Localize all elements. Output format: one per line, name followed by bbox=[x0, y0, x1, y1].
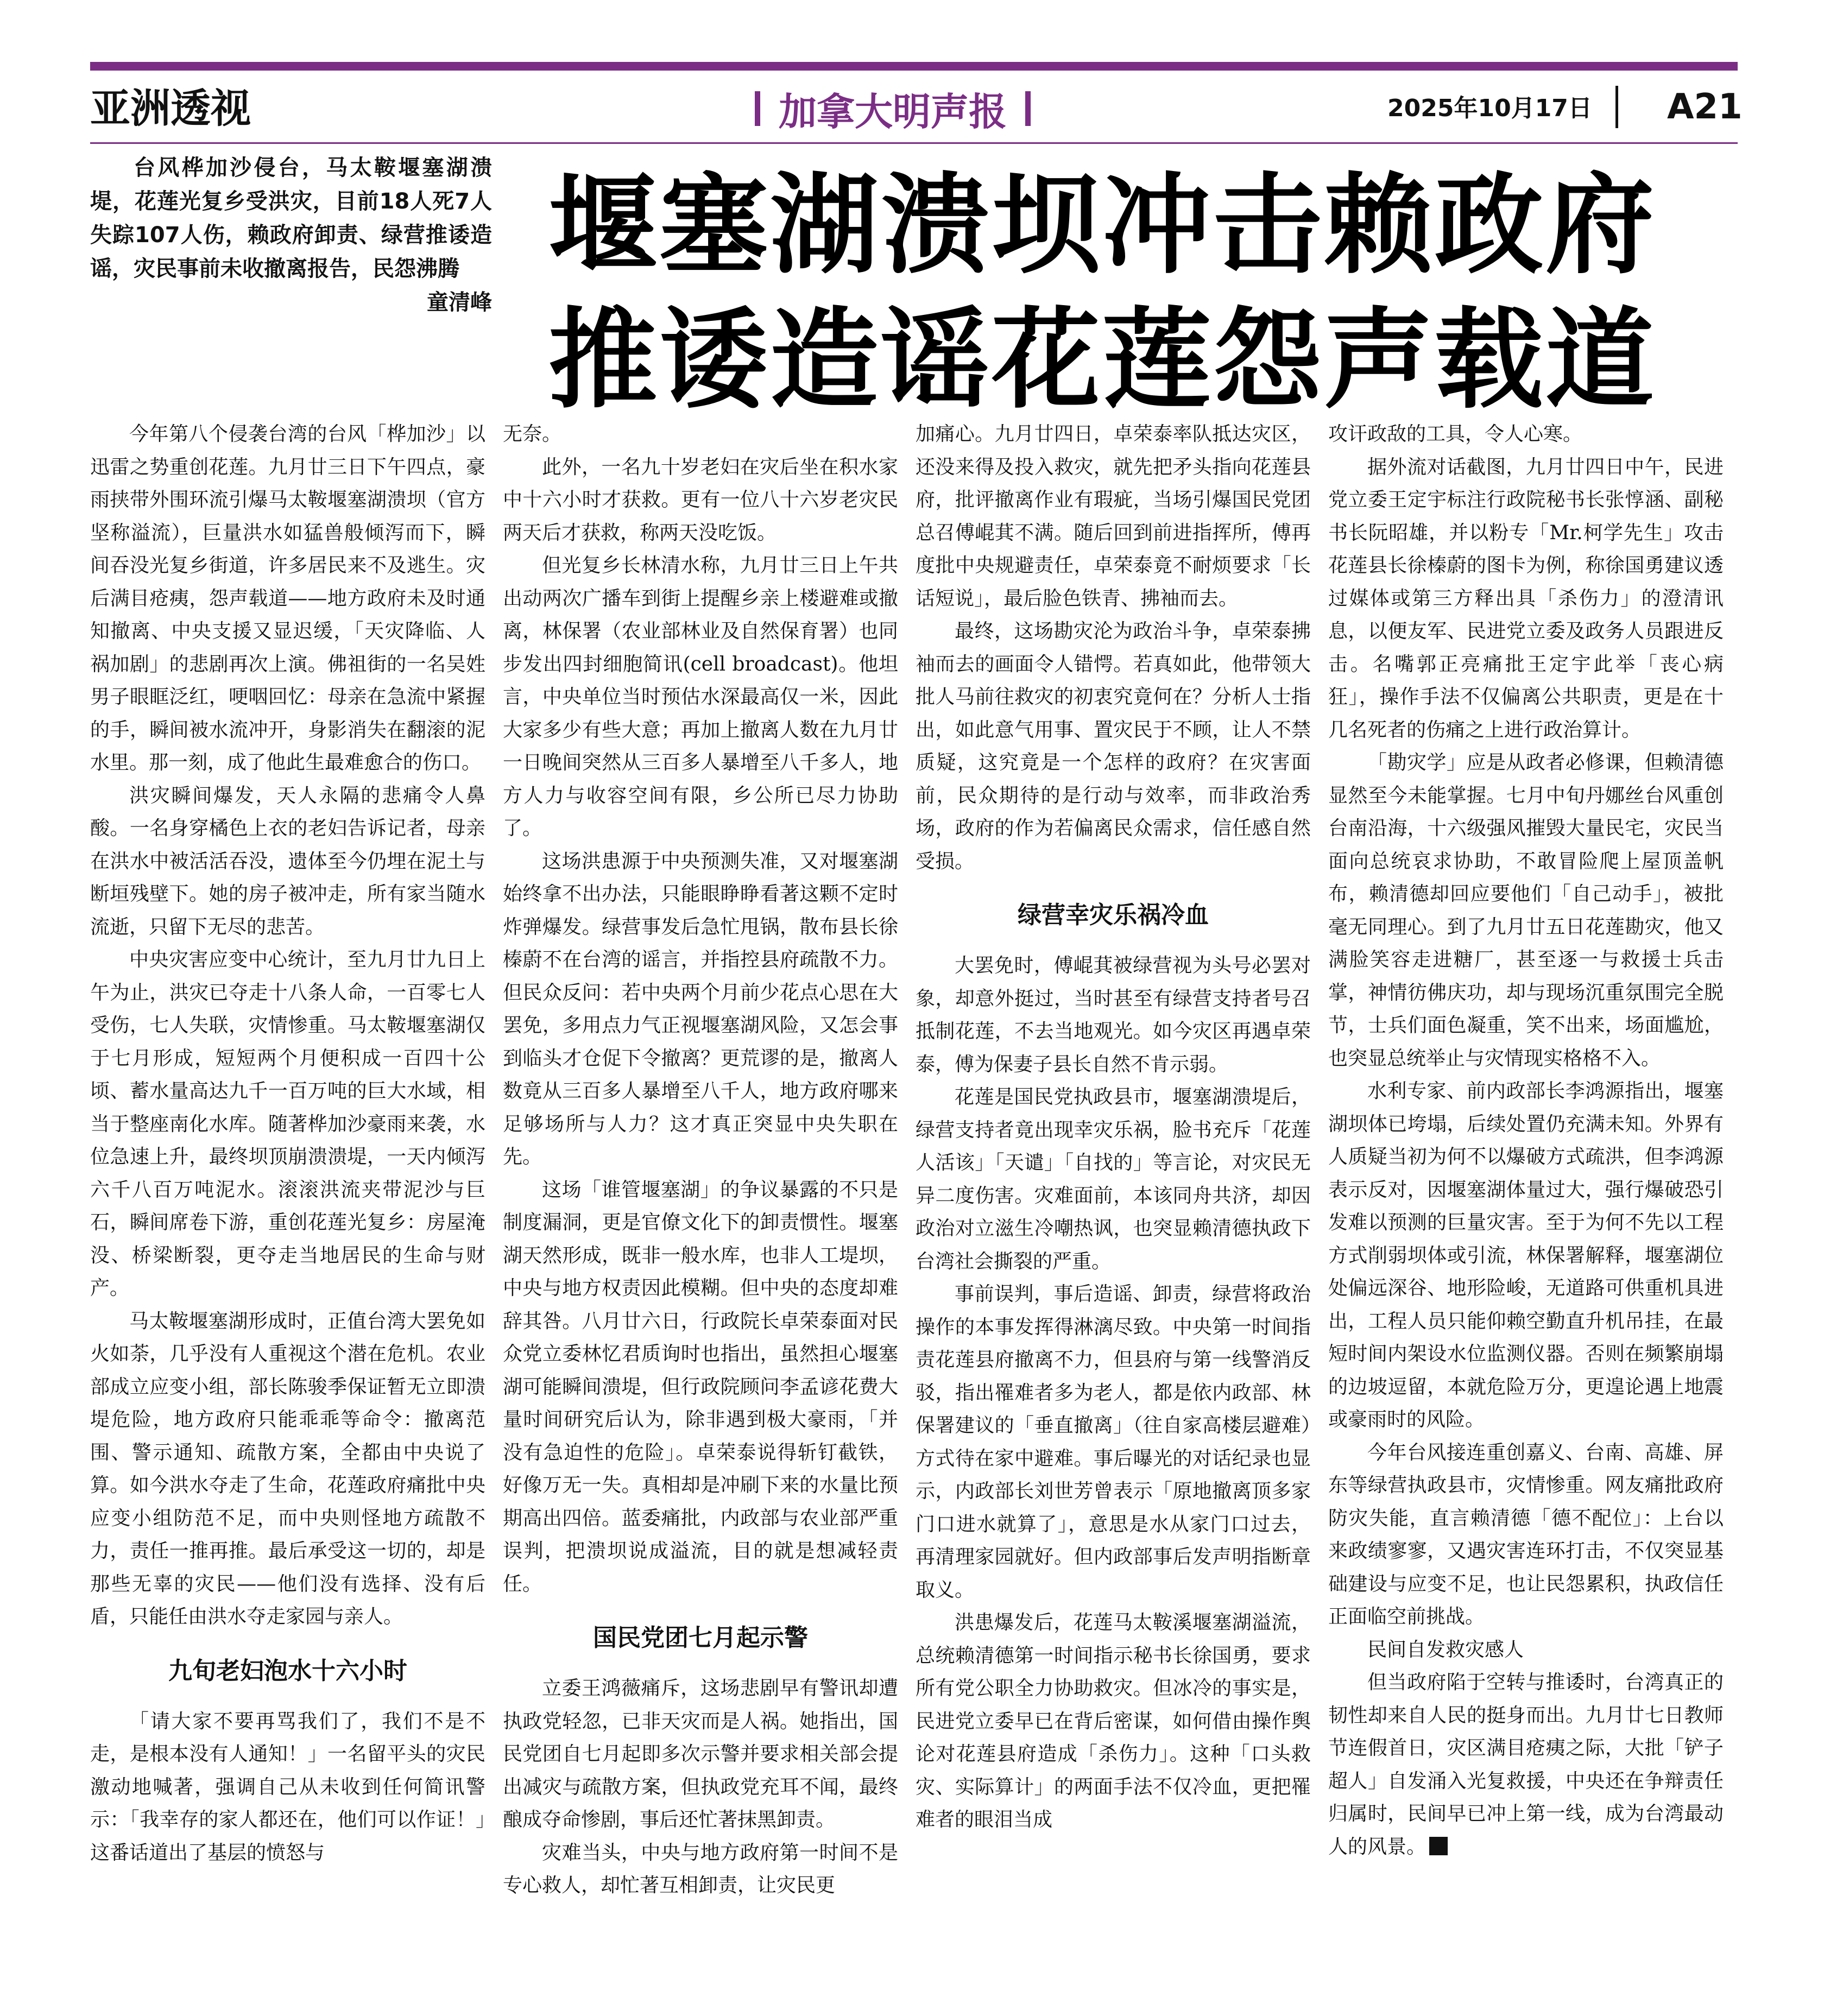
top-accent-bar bbox=[90, 62, 1738, 71]
article-column-1 bbox=[90, 418, 485, 1869]
date-divider bbox=[1615, 86, 1618, 128]
subheading: 绿营幸灾乐祸冷血 bbox=[1018, 901, 1209, 929]
paragraph: 这场洪患源于中央预测失准，又对堰塞湖始终拿不出办法，只能眼睁睁看著这颗不定时炸弹爆发。绿营事发后急忙甩锅，散布县长徐榛蔚不在台湾的谣言，并指控县府疏散不力。但民众反问：若中央两个月前少花点心思在大罢免，多用点力气正视堰塞湖风险，又怎会事到临头才仓促下令撤离？更荒谬的是，撤离人数竟从三百多人暴增至八千人，地方政府哪来足够场所与人力？这才真正突显中央失职在先。 bbox=[503, 850, 898, 1168]
paragraph: 今年第八个侵袭台湾的台风「桦加沙」以迅雷之势重创花莲。九月廿三日下午四点，豪雨挟带外围环流引爆马太鞍堰塞湖溃坝（官方坚称溢流），巨量洪水如猛兽般倾泻而下，瞬间吞没光复乡街道，许多居民来不及逃生。灾后满目疮痍，怨声载道——地方政府未及时通知撤离、中央支援又显迟缓，「天灾降临、人祸加剧」的悲剧再次上演。佛祖街的一名吴姓男子眼眶泛红，哽咽回忆：母亲在急流中紧握的手，瞬间被水流冲开，身影消失在翻滚的泥水里。那一刻，成了他此生最难愈合的伤口。 bbox=[90, 423, 485, 774]
paragraph: 花莲是国民党执政县市，堰塞湖溃堤后，绿营支持者竟出现幸灾乐祸，脸书充斥「花莲人活该」「天谴」「自找的」等言论，对灾民无异二度伤害。灾难面前，本该同舟共济，却因政治对立滋生冷嘲热讽，也突显赖清德执政下台湾社会撕裂的严重。 bbox=[916, 1086, 1311, 1273]
subheading: 国民党团七月起示警 bbox=[593, 1624, 808, 1652]
masthead-name: 明声报 bbox=[893, 89, 1007, 134]
article-column-2 bbox=[503, 418, 898, 1903]
masthead bbox=[736, 81, 1049, 136]
article-column-3 bbox=[916, 418, 1311, 1837]
paragraph: 「请大家不要再骂我们了，我们不是不走，是根本没有人通知！」一名留平头的灾民激动地喊著，强调自己从未收到任何简讯警示：「我幸存的家人都还在，他们可以作证！」这番话道出了基层的愤怒与 bbox=[90, 1710, 485, 1864]
paragraph: 中央灾害应变中心统计，至九月廿九日上午为止，洪灾已夺走十八条人命，一百零七人受伤，七人失联，灾情惨重。马太鞍堰塞湖仅于七月形成，短短两个月便积成一百四十公顷、蓄水量高达九千一百万吨的巨大水域，相当于整座南化水库。随著桦加沙豪雨来袭，水位急速上升，最终坝顶崩溃溃堤，一天内倾泻六千八百万吨泥水。滚滚洪流夹带泥沙与巨石，瞬间席卷下游，重创花莲光复乡：房屋淹没、桥梁断裂，更夺走当地居民的生命与财产。 bbox=[90, 949, 485, 1299]
article-summary bbox=[90, 151, 492, 319]
final-text: 但当政府陷于空转与推诿时，台湾真正的韧性却来自人民的挺身而出。九月廿七日教师节连假首日，灾区满目疮痍之际，大批「铲子超人」自发涌入光复救援，中央还在争辩责任归属时，民间早已冲上第一线，成为台湾最动人的风景。 bbox=[1328, 1671, 1724, 1858]
paragraph: 据外流对话截图，九月廿四日中午，民进党立委王定宇标注行政院秘书长张惇涵、副秘书长阮昭雄，并以粉专「Mr.柯学先生」攻击花莲县长徐榛蔚的图卡为例，称徐国勇建议透过媒体或第三方释出具「杀伤力」的澄清讯息，以便友军、民进党立委及政务人员跟进反击。名嘴郭正亮痛批王定宇此举「丧心病狂」，操作手法不仅偏离公共职责，更是在十几名死者的伤痛之上进行政治算计。 bbox=[1328, 456, 1724, 741]
masthead-left-bar bbox=[755, 91, 760, 126]
section-title: 亚洲透视 bbox=[90, 85, 251, 132]
author-name: 童清峰 bbox=[427, 290, 492, 315]
summary-text: 台风桦加沙侵台，马太鞍堰塞湖溃堤，花莲光复乡受洪灾，目前18人死7人失踪107人伤，赖政府卸责、绿营推诿造谣，灾民事前未收撤离报告，民怨沸腾 bbox=[90, 155, 492, 281]
paragraph: 洪患爆发后，花莲马太鞍溪堰塞湖溢流，总统赖清德第一时间指示秘书长徐国勇，要求所有党公职全力协助救灾。但冰冷的事实是，民进党立委早已在背后密谋，如何借由操作舆论对花莲县府造成「杀伤力」。这种「口头救灾、实际算计」的两面手法不仅冷血，更把罹难者的眼泪当成 bbox=[916, 1611, 1311, 1831]
headline-line-2: 推诿造谣花莲怨声载道 bbox=[548, 297, 1657, 424]
paragraph: 灾难当头，中央与地方政府第一时间不是专心救人，却忙著互相卸责，让灾民更 bbox=[503, 1841, 898, 1897]
paragraph: 此外，一名九十岁老妇在灾后坐在积水家中十六小时才获救。更有一位八十六岁老灾民两天后才获救，称两天没吃饭。 bbox=[503, 456, 898, 544]
end-mark-icon bbox=[1429, 1837, 1448, 1855]
inline-subheading: 民间自发救灾感人 bbox=[1367, 1638, 1524, 1661]
headline-line-1: 堰塞湖溃坝冲击赖政府 bbox=[548, 162, 1657, 289]
paragraph: 但光复乡长林清水称，九月廿三日上午共出动两次广播车到街上提醒乡亲上楼避难或撤离，林保署（农业部林业及自然保育署）也同步发出四封细胞简讯(cell broadcast)。他坦言，中央单位当时预估水深最高仅一米，因此大家多少有些大意；再加上撤离人数在九月廿一日晚间突然从三百多人暴增至八千多人，地方人力与收容空间有限，乡公所已尽力协助了。 bbox=[503, 554, 898, 839]
paragraph: 洪灾瞬间爆发，天人永隔的悲痛令人鼻酸。一名身穿橘色上衣的老妇告诉记者，母亲在洪水中被活活吞没，遗体至今仍埋在泥土与断垣残壁下。她的房子被冲走，所有家当随水流逝，只留下无尽的悲苦。 bbox=[90, 784, 485, 938]
paragraph: 大罢免时，傅崐萁被绿营视为头号必罢对象，却意外挺过，当时甚至有绿营支持者号召抵制花莲，不去当地观光。如今灾区再遇卓荣泰，傅为保妻子县长自然不肯示弱。 bbox=[916, 955, 1311, 1076]
paragraph-continued: 攻讦政敌的工具，令人心寒。 bbox=[1328, 423, 1583, 445]
masthead-region: 加拿大 bbox=[779, 89, 893, 134]
paragraph: 这场「谁管堰塞湖」的争议暴露的不只是制度漏洞，更是官僚文化下的卸责惯性。堰塞湖天然形成，既非一般水库，也非人工堤坝，中央与地方权责因此模糊。但中央的态度却难辞其咎。八月廿六日，行政院长卓荣泰面对民众党立委林忆君质询时也指出，虽然担心堰塞湖可能瞬间溃堤，但行政院顾问李孟谚花费大量时间研究后认为，除非遇到极大豪雨，「并没有急迫性的危险」。卓荣泰说得斩钉截铁，好像万无一失。真相却是冲刷下来的水量比预期高出四倍。蓝委痛批，内政部与农业部严重误判，把溃坝说成溢流，目的就是想减轻责任。 bbox=[503, 1178, 898, 1595]
article-column-4 bbox=[1328, 418, 1724, 1863]
headline bbox=[548, 159, 1743, 428]
page-number: A21 bbox=[1667, 87, 1743, 127]
paragraph: 立委王鸿薇痛斥，这场悲剧早有警讯却遭执政党轻忽，已非天灾而是人祸。她指出，国民党团自七月起即多次示警并要求相关部会提出减灾与疏散方案，但执政党充耳不闻，最终酿成夺命惨剧，事后还忙著抹黑卸责。 bbox=[503, 1677, 898, 1831]
subheading: 九旬老妇泡水十六小时 bbox=[168, 1657, 407, 1685]
paragraph: 水利专家、前内政部长李鸿源指出，堰塞湖坝体已垮塌，后续处置仍充满未知。外界有人质疑当初为何不以爆破方式疏洪，但李鸿源表示反对，因堰塞湖体量过大，强行爆破恐引发难以预测的巨量灾害。至于为何不先以工程方式削弱坝体或引流，林保署解释，堰塞湖位处偏远深谷、地形险峻，无道路可供重机具进出，工程人员只能仰赖空勤直升机吊挂，在最短时间内架设水位监测仪器。否则在频繁崩塌的边坡逗留，本就危险万分，更遑论遇上地震或豪雨时的风险。 bbox=[1328, 1080, 1724, 1431]
masthead-right-bar bbox=[1025, 91, 1031, 126]
paragraph: 马太鞍堰塞湖形成时，正值台湾大罢免如火如荼，几乎没有人重视这个潜在危机。农业部成立应变小组，部长陈骏季保证暂无立即溃堤危险，地方政府只能乖乖等命令：撤离范围、警示通知、疏散方案，全都由中央说了算。如今洪水夺走了生命，花莲政府痛批中央应变小组防范不足，而中央则怪地方疏散不力，责任一推再推。最后承受这一切的，却是那些无辜的灾民——他们没有选择、没有后盾，只能任由洪水夺走家园与亲人。 bbox=[90, 1310, 485, 1628]
paragraph-continued: 无奈。 bbox=[503, 423, 562, 445]
paragraph-final bbox=[1328, 1666, 1724, 1863]
header-rule bbox=[90, 142, 1738, 144]
paragraph: 「勘灾学」应是从政者必修课，但赖清德显然至今未能掌握。七月中旬丹娜丝台风重创台南沿海，十六级强风摧毁大量民宅，灾民当面向总统哀求协助，不敢冒险爬上屋顶盖帆布，赖清德却回应要他们「自己动手」，被批毫无同理心。到了九月廿五日花莲勘灾，他又满脸笑容走进糖厂，甚至逐一与救援士兵击掌，神情彷佛庆功，却与现场沉重氛围完全脱节，士兵们面色凝重，笑不出来，场面尴尬，也突显总统举止与灾情现实格格不入。 bbox=[1328, 751, 1724, 1070]
issue-date: 2025年10月17日 bbox=[1387, 94, 1592, 122]
paragraph: 最终，这场勘灾沦为政治斗争，卓荣泰拂袖而去的画面令人错愕。若真如此，他带领大批人马前往救灾的初衷究竟何在？分析人士指出，如此意气用事、置灾民于不顾，让人不禁质疑，这究竟是一个怎样的政府？在灾害面前，民众期待的是行动与效率，而非政治秀场，政府的作为若偏离民众需求，信任感自然受损。 bbox=[916, 620, 1311, 873]
paragraph-continued: 加痛心。九月廿四日，卓荣泰率队抵达灾区，还没来得及投入救灾，就先把矛头指向花莲县府，批评撤离作业有瑕疵，当场引爆国民党团总召傅崐萁不满。随后回到前进指挥所，傅再度批中央规避责任，卓荣泰竟不耐烦要求「长话短说」，最后脸色铁青、拂袖而去。 bbox=[916, 423, 1311, 610]
paragraph: 今年台风接连重创嘉义、台南、高雄、屏东等绿营执政县市，灾情惨重。网友痛批政府防灾失能，直言赖清德「德不配位」：上台以来政绩寥寥，又遇灾害连环打击，不仅突显基础建设与应变不足，也让民怨累积，执政信任正面临空前挑战。 bbox=[1328, 1441, 1724, 1628]
paragraph: 事前误判，事后造谣、卸责，绿营将政治操作的本事发挥得淋漓尽致。中央第一时间指责花莲县府撤离不力，但县府与第一线警消反驳，指出罹难者多为老人，都是依内政部、林保署建议的「垂直撤离」（往自家高楼层避难）方式待在家中避难。事后曝光的对话纪录也显示，内政部长刘世芳曾表示「原地撤离顶多家门口进水就算了」，意思是水从家门口过去，再清理家园就好。但内政部事后发声明指断章取义。 bbox=[916, 1283, 1311, 1601]
